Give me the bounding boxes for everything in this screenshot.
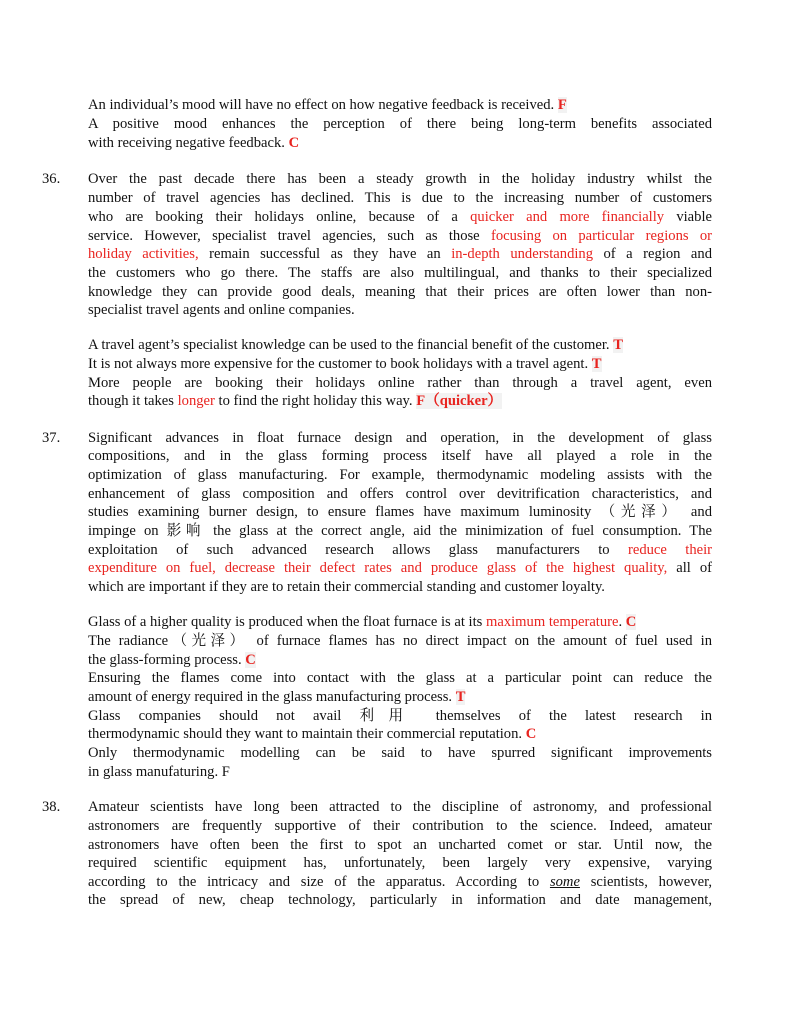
answer-mark: C — [288, 135, 300, 151]
text-line — [88, 836, 712, 854]
text-segment: who are booking their holidays online, because of a — [88, 209, 471, 225]
text-line — [88, 707, 712, 725]
text-line — [88, 669, 712, 687]
highlighted-text: quicker and more financially — [470, 209, 665, 225]
text-segment: An individual’s mood will have no effect on how negative feedback is received. — [88, 97, 558, 113]
text-line — [88, 227, 712, 245]
text-line — [88, 115, 712, 133]
text-line — [88, 96, 712, 114]
answer-mark: C — [625, 614, 637, 630]
text-line — [88, 613, 712, 631]
highlighted-text: reduce their — [627, 542, 713, 558]
text-segment: enhancement of glass composition and offers control over devitrification characteristics, and — [88, 486, 712, 502]
text-segment: the glass-forming process. — [88, 652, 246, 668]
answer-mark: T — [455, 689, 466, 705]
text-segment: Significant advances in float furnace design and operation, in the development of glass — [88, 430, 712, 446]
text-line — [88, 245, 712, 263]
text-segment: service. However, specialist travel agencies, such as those — [88, 228, 491, 244]
text-segment: studies examining burner design, to ensure flames have maximum luminosity （光泽） and — [88, 504, 712, 520]
question-number: 37. — [42, 430, 61, 446]
text-segment: More people are booking their holidays online rather than through a travel agent, even — [88, 375, 712, 391]
text-segment: though it takes — [88, 393, 178, 409]
text-line — [88, 763, 712, 781]
text-segment: required scientific equipment has, unfortunately, been largely very expensive, varying — [88, 855, 712, 871]
text-segment: in glass manufaturing. F — [88, 764, 230, 780]
text-segment: the customers who go there. The staffs are also multilingual, and thanks to their specialized — [88, 265, 712, 281]
text-segment: Glass of a higher quality is produced when the float furnace is at its — [88, 614, 486, 630]
text-line — [88, 170, 712, 188]
text-segment: compositions, and in the glass forming process itself have all played a role in the — [88, 448, 712, 464]
text-segment: viable — [664, 209, 712, 225]
text-segment: number of travel agencies has declined. This is due to the increasing number of customers — [88, 190, 712, 206]
text-segment: knowledge they can provide good deals, meaning that their prices are often lower than non- — [88, 284, 712, 300]
text-segment: some — [549, 874, 580, 890]
text-segment: Amateur scientists have long been attracted to the discipline of astronomy, and professional — [88, 799, 712, 815]
text-segment: It is not always more expensive for the customer to book holidays with a travel agent. — [88, 356, 592, 372]
text-segment: scientists, however, — [579, 874, 712, 890]
highlighted-text: holiday activities, — [88, 246, 199, 262]
text-segment: optimization of glass manufacturing. For example, thermodynamic modeling assists with the — [88, 467, 712, 483]
text-line — [88, 559, 712, 577]
text-line — [88, 688, 712, 706]
text-segment: thermodynamic should they want to maintain their commercial reputation. — [88, 726, 526, 742]
text-segment: Over the past decade there has been a steady growth in the holiday industry whilst the — [88, 171, 712, 187]
text-segment: astronomers have often been the first to spot an uncharted comet or star. Until now, the — [88, 837, 712, 853]
text-line — [88, 466, 712, 484]
text-line — [88, 374, 712, 392]
text-line — [88, 522, 712, 540]
text-segment: A positive mood enhances the perception of there being long-term benefits associated — [88, 116, 712, 132]
text-line — [88, 447, 712, 465]
answer-mark: T — [613, 337, 623, 353]
highlighted-text: longer — [177, 393, 215, 409]
answer-mark: C — [525, 726, 537, 742]
text-line — [88, 355, 712, 373]
answer-mark: T — [591, 356, 602, 372]
text-line — [88, 208, 712, 226]
text-segment: Only thermodynamic modelling can be said to have spurred significant improvements — [88, 745, 712, 761]
text-line — [88, 301, 712, 319]
text-line — [88, 283, 712, 301]
text-line — [88, 798, 712, 816]
text-line — [88, 429, 712, 447]
question-number: 38. — [42, 799, 61, 815]
text-line — [88, 817, 712, 835]
highlighted-text: focusing on particular regions or — [490, 228, 712, 244]
text-segment: the spread of new, cheap technology, particularly in information and date management, — [88, 892, 712, 908]
answer-mark: C — [245, 652, 256, 668]
text-segment: of a region and — [593, 246, 712, 262]
text-line — [88, 744, 712, 762]
text-line — [88, 578, 712, 596]
text-line — [88, 392, 712, 410]
text-segment: astronomers are frequently supportive of their contribution to the science. Indeed, amateur — [88, 818, 712, 834]
text-segment: exploitation of such advanced research allows glass manufacturers to — [88, 542, 628, 558]
text-line — [88, 541, 712, 559]
text-segment: according to the intricacy and size of the apparatus. According to — [88, 874, 550, 890]
text-segment: remain successful as they have an — [198, 246, 452, 262]
text-segment: with receiving negative feedback. — [88, 135, 289, 151]
text-segment: to find the right holiday this way. — [214, 393, 417, 409]
text-line — [88, 336, 712, 354]
text-segment: Glass companies should not avail 利用 themselves of the latest research in — [88, 708, 712, 724]
text-line — [88, 651, 712, 669]
answer-mark: F（quicker） — [416, 393, 503, 409]
text-line — [88, 725, 712, 743]
text-segment: . — [618, 614, 626, 630]
highlighted-text: maximum temperature — [485, 614, 619, 630]
text-line — [88, 891, 712, 909]
highlighted-text: expenditure on fuel, decrease their defect rates and produce glass of the highest quality, — [88, 560, 668, 576]
highlighted-text: in-depth understanding — [451, 246, 594, 262]
text-line — [88, 632, 712, 650]
text-line — [88, 485, 712, 503]
text-line — [88, 873, 712, 891]
text-line — [88, 264, 712, 282]
text-segment: Ensuring the flames come into contact with the glass at a particular point can reduce the — [88, 670, 712, 686]
answer-mark: F — [557, 97, 567, 113]
text-line — [88, 189, 712, 207]
text-segment: impinge on 影响 the glass at the correct angle, aid the minimization of fuel consumption. The — [88, 523, 712, 539]
text-line — [88, 134, 712, 152]
text-segment: The radiance（光泽） of furnace flames has no direct impact on the amount of fuel used in — [88, 633, 712, 649]
text-line — [88, 503, 712, 521]
text-line — [88, 854, 712, 872]
text-segment: A travel agent’s specialist knowledge can be used to the financial benefit of the customer. — [88, 337, 614, 353]
text-segment: amount of energy required in the glass manufacturing process. — [88, 689, 456, 705]
text-segment: which are important if they are to retain their commercial standing and customer loyalty. — [88, 579, 605, 595]
question-number: 36. — [42, 171, 61, 187]
text-segment: all of — [667, 560, 712, 576]
text-segment: specialist travel agents and online companies. — [88, 302, 355, 318]
